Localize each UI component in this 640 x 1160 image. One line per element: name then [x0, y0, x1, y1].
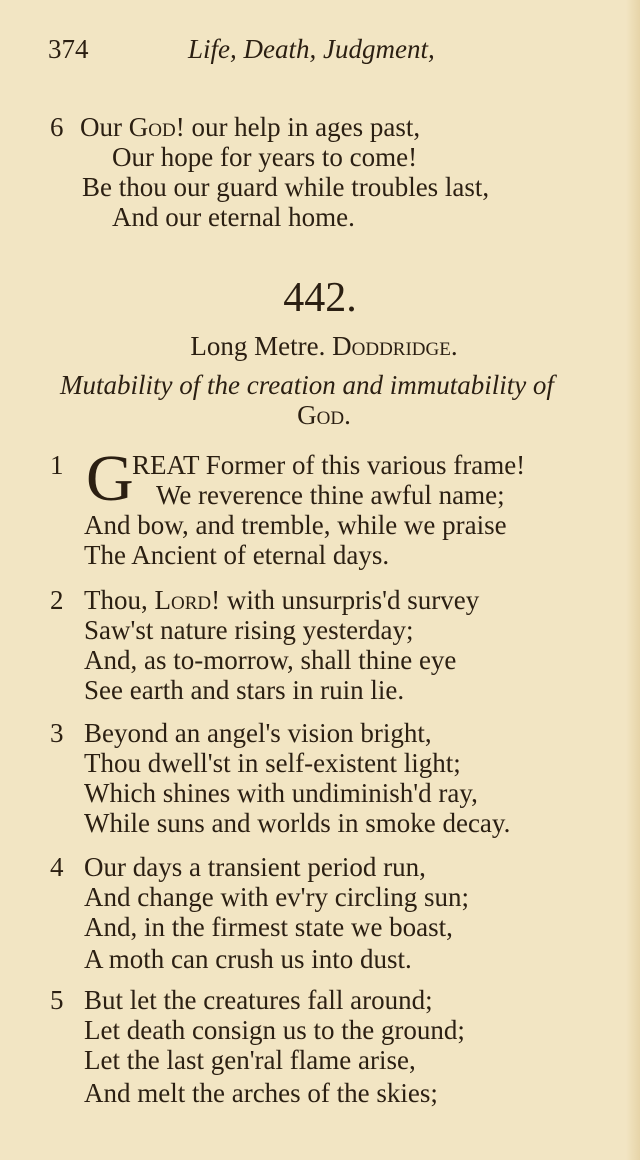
verse-line: And change with ev'ry circling sun;: [84, 882, 470, 912]
verse-line: REAT Former of this various frame!: [132, 450, 526, 480]
verse-number: 3: [50, 718, 64, 748]
hymn-subject-cont: God.: [297, 400, 351, 430]
page-edge-shadow: [626, 0, 640, 1160]
verse-line: And our eternal home.: [112, 202, 355, 232]
verse-line: Let the last gen'ral flame arise,: [84, 1045, 416, 1075]
verse-number: 5: [50, 985, 64, 1015]
verse-line: And bow, and tremble, while we praise: [84, 510, 507, 540]
hymn-metre-author: Long Metre. Doddridge.: [190, 331, 458, 361]
verse-line: We reverence thine awful name;: [156, 480, 505, 510]
drop-cap: G: [86, 442, 134, 515]
verse-line: Our hope for years to come!: [112, 142, 418, 172]
verse-number: 2: [50, 585, 64, 615]
hymn-number: 442.: [283, 275, 357, 321]
verse-line: But let the creatures fall around;: [84, 985, 433, 1015]
verse-line: Thou dwell'st in self-existent light;: [84, 748, 461, 778]
verse-line: And, in the firmest state we boast,: [84, 912, 453, 942]
verse-line: Our days a transient period run,: [84, 852, 426, 882]
verse-line: Beyond an angel's vision bright,: [84, 718, 432, 748]
verse-line: And, as to-morrow, shall thine eye: [84, 645, 457, 675]
verse-line: Which shines with undiminish'd ray,: [84, 778, 478, 808]
hymn-subject: Mutability of the creation and immutability of: [60, 370, 554, 400]
verse-line: Be thou our guard while troubles last,: [82, 172, 490, 202]
verse-number: 4: [50, 852, 64, 882]
verse-line: A moth can crush us into dust.: [84, 944, 412, 974]
page-number: 374: [48, 34, 89, 64]
verse-line: The Ancient of eternal days.: [84, 540, 390, 570]
verse-line: Thou, Lord! with unsurpris'd survey: [84, 585, 480, 615]
verse-line: Let death consign us to the ground;: [84, 1015, 465, 1045]
verse-line: Saw'st nature rising yesterday;: [84, 615, 414, 645]
running-title: Life, Death, Judgment,: [188, 34, 435, 64]
verse-number: 1: [50, 450, 64, 480]
verse-line: Our God! our help in ages past,: [80, 112, 421, 142]
verse-line: And melt the arches of the skies;: [84, 1078, 438, 1108]
verse-number: 6: [50, 112, 64, 142]
verse-line: While suns and worlds in smoke decay.: [84, 808, 511, 838]
verse-line: See earth and stars in ruin lie.: [84, 675, 405, 705]
